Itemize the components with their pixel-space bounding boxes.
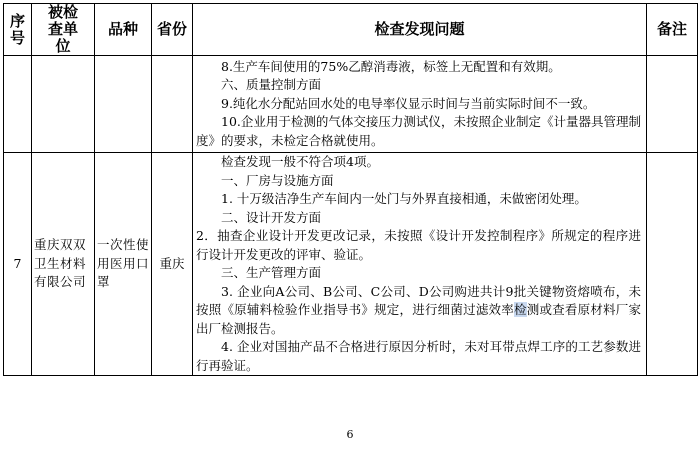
- row-issues-cell: [193, 153, 647, 376]
- issue-line: 9.纯化水分配站回水处的电导率仪显示时间与当前实际时间不一致。: [221, 95, 596, 111]
- cont-remarks-cell: [647, 56, 698, 153]
- header-remarks: 备注: [647, 4, 698, 56]
- issue-line: 2．抽查企业设计开发更改记录，未按照《设计开发控制程序》所规定的程序进行设计开发更改的评审、验证。: [196, 228, 641, 262]
- inspection-table: [3, 3, 698, 376]
- cont-unit-cell: [32, 56, 95, 153]
- issue-line: 三、生产管理方面: [221, 265, 322, 280]
- header-issues: 检查发现问题: [193, 4, 647, 56]
- row-province-cell: 重庆: [152, 153, 193, 376]
- issue-line: 1. 十万级洁净生产车间内一处门与外界直接相通，未做密闭处理。: [221, 191, 587, 206]
- issue-text: 3. 企业向A公司、B公司、C公司、D公司购进共计9批关键物资熔喷布，未按照《原辅料检验作业指导书》规定，进行细菌过滤效率: [196, 283, 641, 317]
- continued-row: [4, 56, 698, 153]
- header-province: 省份: [152, 4, 193, 56]
- cont-no-cell: [4, 56, 32, 153]
- issue-line: 六、质量控制方面: [221, 77, 322, 93]
- cont-province-cell: [152, 56, 193, 153]
- header-unit: 被检查单位: [32, 4, 95, 56]
- header-row: [4, 4, 698, 56]
- row-product-cell: 一次性使用医用口罩: [95, 153, 152, 376]
- issue-line: [196, 283, 641, 339]
- page-number: 6: [346, 428, 354, 441]
- issue-line: 检查发现一般不符合项4项。: [221, 154, 379, 169]
- issue-line: 二、设计开发方面: [221, 209, 322, 225]
- table-row: [4, 153, 698, 376]
- row-remarks-cell: [647, 153, 698, 376]
- issue-line: 4. 企业对国抽产品不合格进行原因分析时，未对耳带点焊工序的工艺参数进行再验证。: [196, 339, 641, 373]
- issue-line: 一、厂房与设施方面: [221, 172, 334, 188]
- highlighted-text: 检: [513, 302, 527, 317]
- row-no-cell: 7: [4, 153, 32, 376]
- row-unit-cell: 重庆双双卫生材料有限公司: [32, 153, 95, 376]
- issue-line: 10.企业用于检测的气体交接压力测试仪，未按照企业制定《计量器具管理制度》的要求，未检定合格就使用。: [196, 114, 641, 148]
- cont-product-cell: [95, 56, 152, 153]
- cont-issues-cell: [193, 56, 647, 153]
- header-no: 序号: [4, 4, 32, 56]
- issue-text: 测或查看原材料厂家出厂检测报告。: [196, 302, 641, 336]
- header-product: 品种: [95, 4, 152, 56]
- issue-line: 8.生产车间使用的75%乙醇消毒液，标签上无配置和有效期。: [221, 58, 561, 74]
